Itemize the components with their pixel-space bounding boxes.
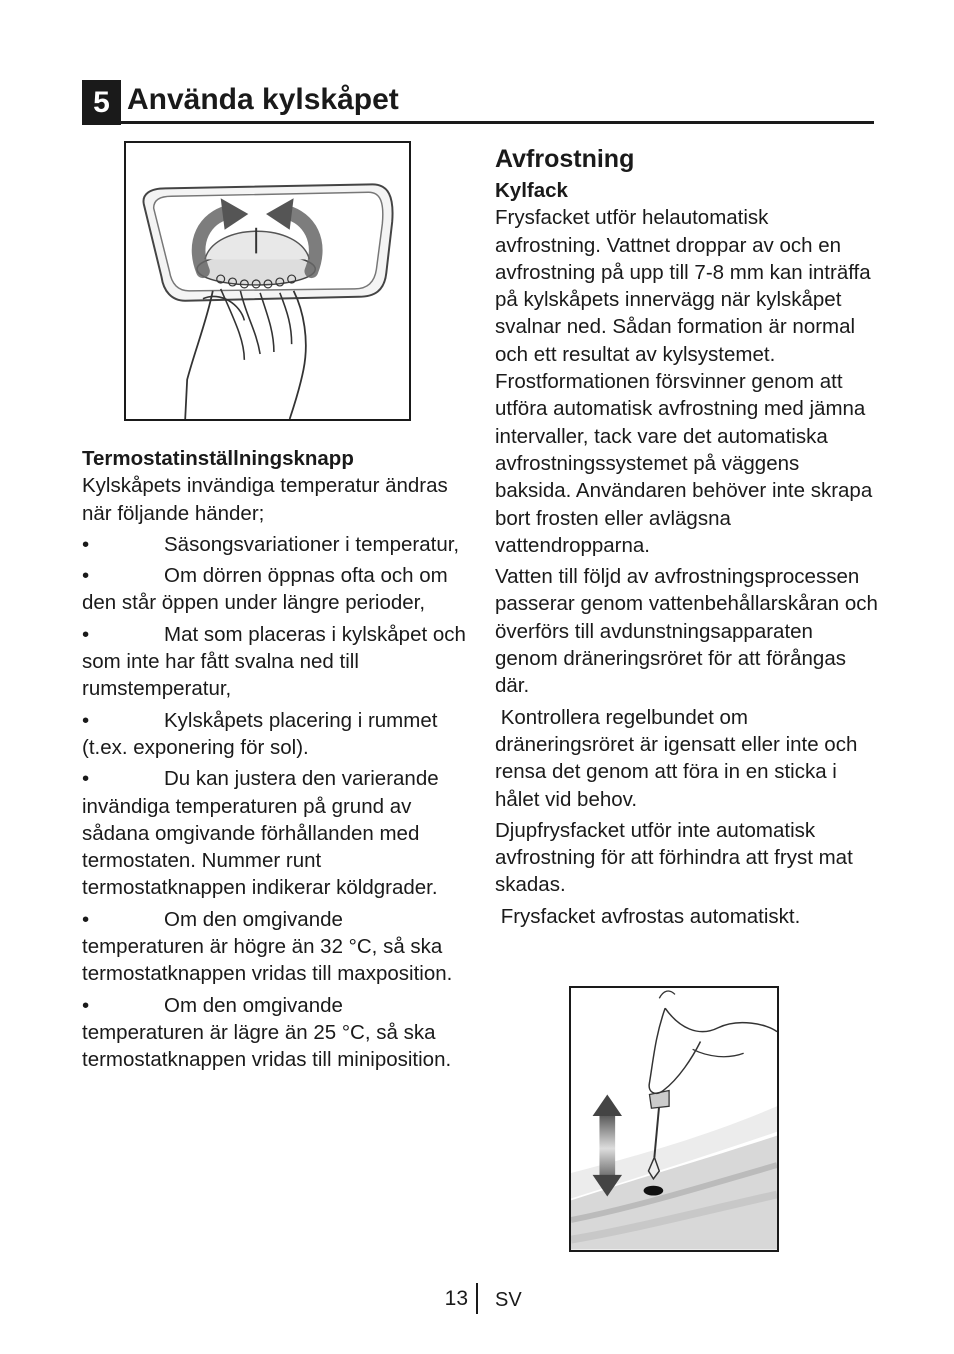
- drain-hole-stick-icon: [571, 988, 777, 1250]
- list-item: [82, 992, 467, 1074]
- list-item: [82, 707, 467, 762]
- intro-text: Kylskåpets invändiga temperatur ändras när följande händer;: [82, 474, 448, 525]
- thermostat-figure: [124, 141, 411, 421]
- paragraph: Djupfrysfacket utför inte automatisk avfrostning för att förhindra att fryst mat skadas.: [495, 818, 853, 897]
- paragraph: Vatten till följd av avfrostningsprocessen passerar genom vattenbehållarskåran och överförs till avdunstningsapparaten genom dräneringsröret för att förångas där.: [495, 565, 878, 698]
- left-column: [82, 445, 467, 1074]
- bullet-text: Om den omgivande temperaturen är högre än 32 °C, så ska termostatknappen vridas till maxposition.: [82, 907, 453, 986]
- list-item: [82, 906, 467, 988]
- bullet-text: Säsongsvariationer i temperatur,: [164, 532, 460, 556]
- list-item: [82, 765, 467, 901]
- paragraph: Kontrollera regelbundet om dräneringsröret är igensatt eller inte och rensa det genom att föra in en sticka i hålet vid behov.: [495, 705, 864, 811]
- footer-divider: [476, 1283, 478, 1314]
- bullet-symbol: •: [82, 532, 90, 556]
- header-rule: [121, 121, 874, 124]
- list-item: [82, 531, 467, 558]
- bullet-symbol: •: [82, 767, 90, 791]
- list-item: [82, 621, 467, 703]
- chapter-number: 5: [82, 80, 121, 125]
- chapter-header: [82, 80, 874, 125]
- sub-heading: Kylfack: [495, 179, 568, 202]
- bullet-text: Kylskåpets placering i rummet (t.ex. exponering för sol).: [82, 708, 438, 759]
- bullet-text: Om dörren öppnas ofta och om den står öppen under längre perioder,: [82, 564, 448, 615]
- thermostat-knob-hand-icon: [126, 143, 409, 419]
- right-column: [495, 143, 880, 930]
- bullet-symbol: •: [82, 622, 90, 646]
- bullet-symbol: •: [82, 907, 90, 931]
- bullet-symbol: •: [82, 564, 90, 588]
- paragraph: Frysfacket utför helautomatisk avfrostning. Vattnet droppar av och en avfrostning på upp till 7-8 mm kan inträffa på kylskåpets innervägg när kylskåpet svalnar ned. Sådan formation är normal och ett resultat av kylsystemet. Frostformationen försvinner genom att utföra automatisk avfrostning med jämna intervaller, tack vare det automatiska avfrostningssystemet på väggens baksida. Användaren behöver inte skrapa bort frosten eller avlägsna vattendropparna.: [495, 206, 873, 557]
- drain-figure: [569, 986, 779, 1252]
- bullet-text: Mat som placeras i kylskåpet och som inte har fått svalna ned till rumstemperatur,: [82, 622, 466, 701]
- thermostat-heading: Termostatinställningsknapp: [82, 447, 354, 470]
- page-number: 13: [444, 1287, 468, 1310]
- page-footer: [0, 1285, 954, 1315]
- list-item: [82, 562, 467, 617]
- bullet-text: Om den omgivande temperaturen är lägre än 25 °C, så ska termostatknappen vridas till miniposition.: [82, 993, 452, 1072]
- section-heading: Avfrostning: [495, 145, 635, 173]
- bullet-text: Du kan justera den varierande invändiga temperaturen på grund av sådana omgivande förhållanden med termostaten. Nummer runt termostatknappen indikerar köldgrader.: [82, 767, 439, 900]
- paragraph: Frysfacket avfrostas automatiskt.: [495, 904, 801, 928]
- language-code: SV: [495, 1289, 522, 1311]
- bullet-symbol: •: [82, 993, 90, 1017]
- bullet-symbol: •: [82, 708, 90, 732]
- page-title: Använda kylskåpet: [127, 83, 399, 116]
